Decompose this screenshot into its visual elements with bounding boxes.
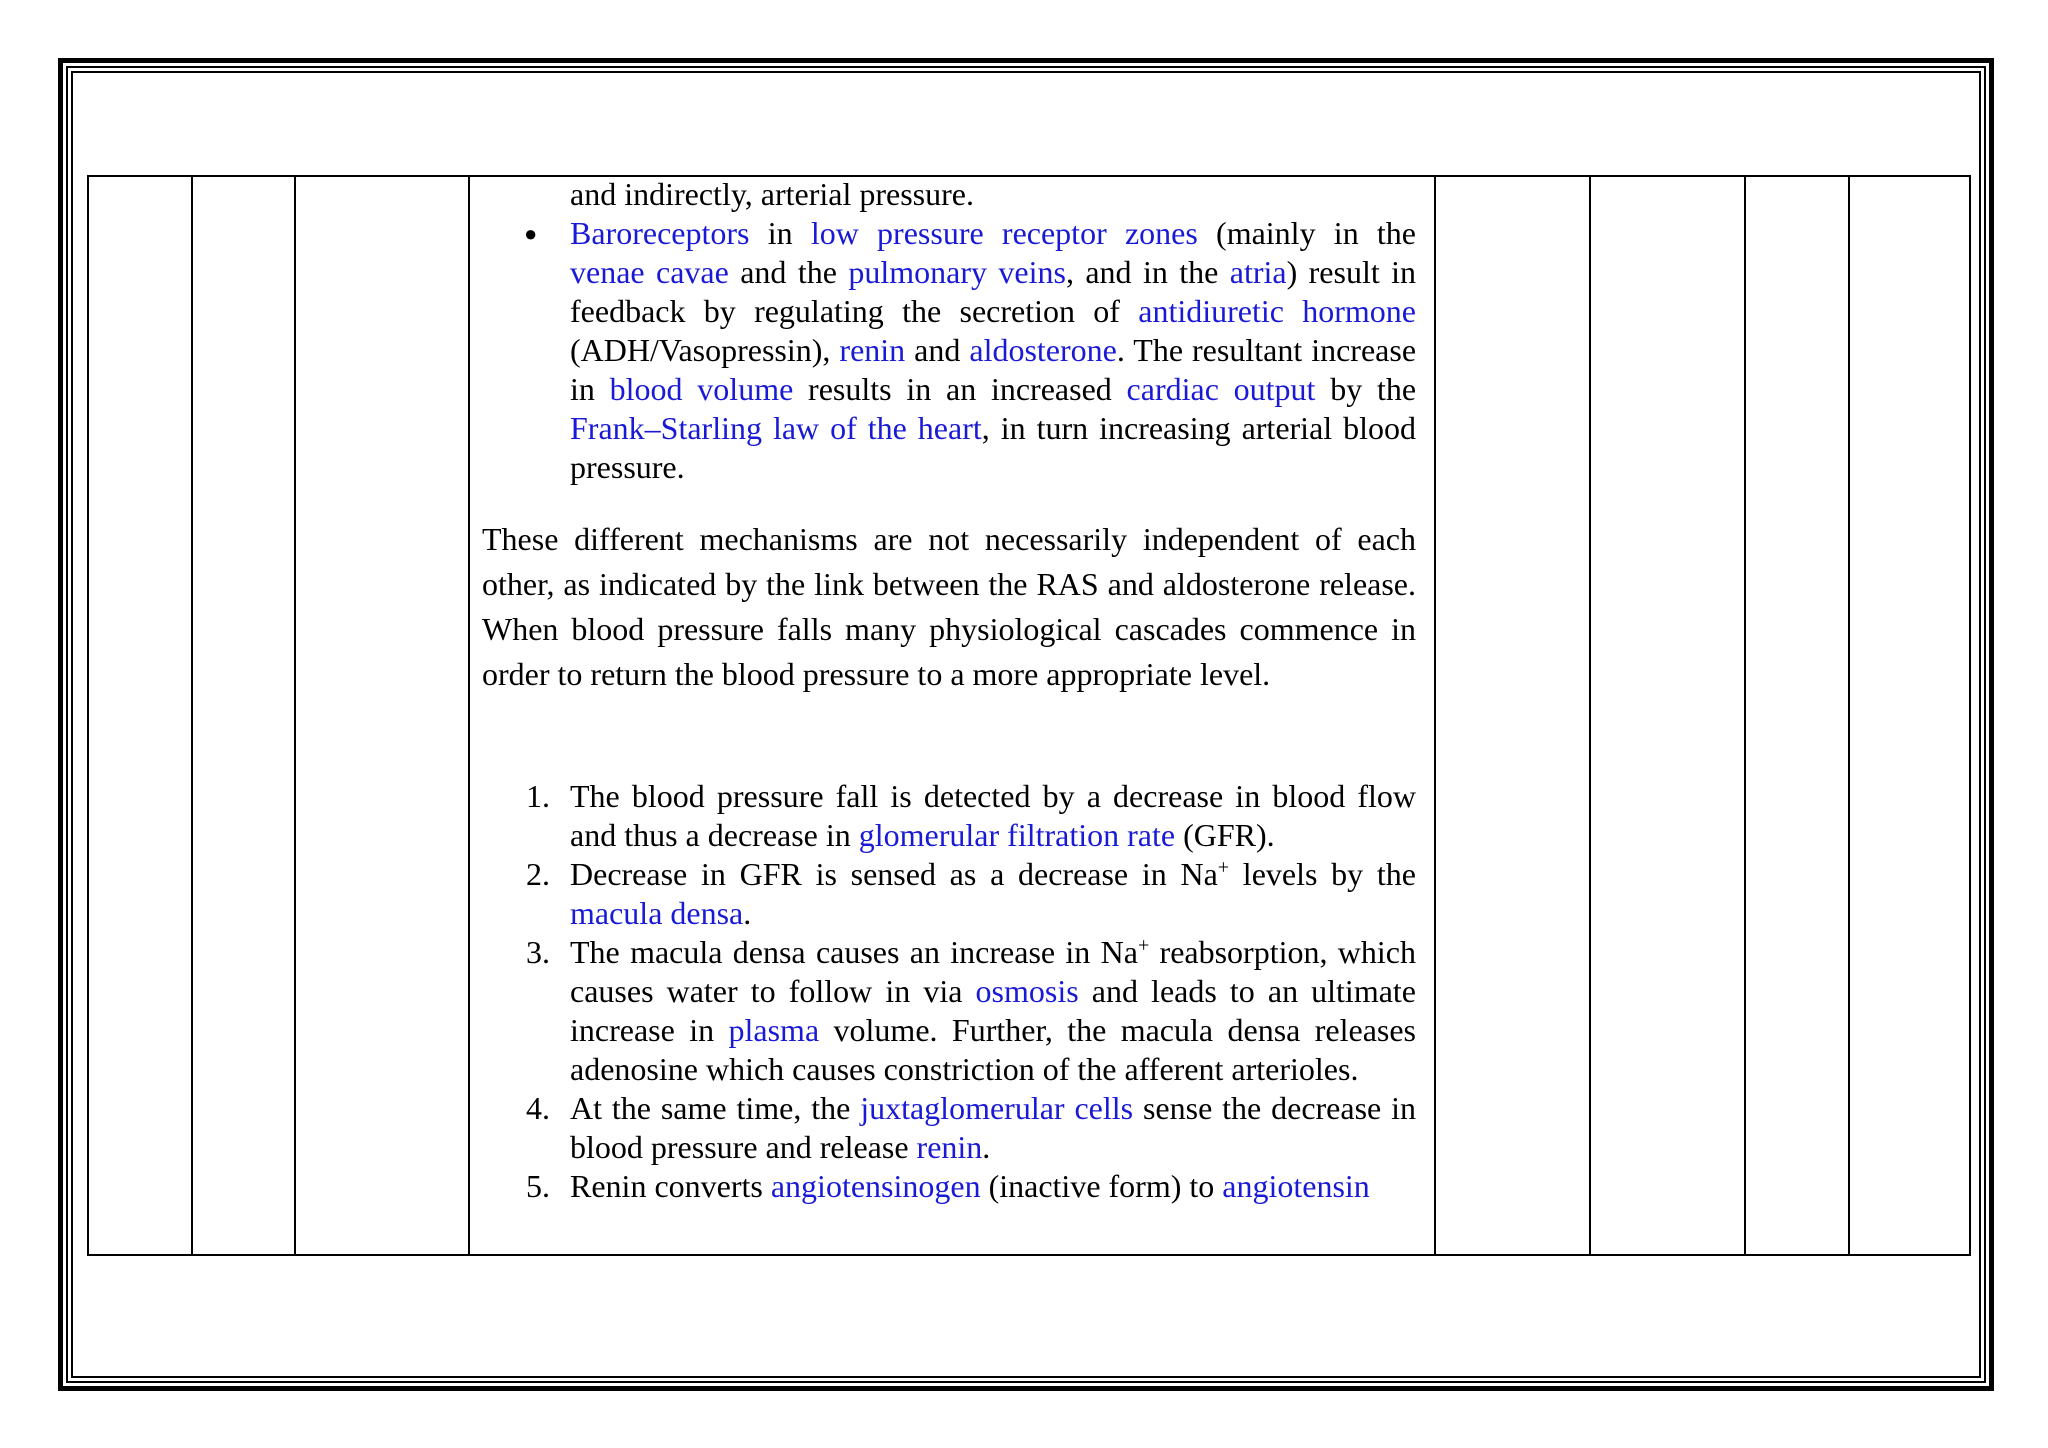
- text: sense the decrease in blood pressure and release: [570, 1090, 1416, 1165]
- link-frank-starling-law[interactable]: Frank–Starling law of the heart: [570, 410, 982, 446]
- list-number: 3.: [526, 934, 550, 970]
- list-item: [476, 855, 1422, 933]
- link-juxtaglomerular-cells[interactable]: juxtaglomerular cells: [860, 1090, 1134, 1126]
- text: levels by the: [1229, 856, 1417, 892]
- content-cell: [476, 175, 1422, 1256]
- link-pulmonary-veins[interactable]: pulmonary veins: [848, 254, 1066, 290]
- text: (mainly in the: [1197, 215, 1417, 251]
- link-antidiuretic-hormone[interactable]: antidiuretic hormone: [1138, 293, 1416, 329]
- table-column-divider: [294, 175, 296, 1256]
- link-renin[interactable]: renin: [916, 1129, 983, 1165]
- bullet-continuation: [570, 175, 1416, 214]
- table-column-divider: [1589, 175, 1591, 1256]
- bullet-item-baroreceptors: [570, 214, 1416, 487]
- text: .: [743, 895, 752, 931]
- text: results in an increased: [793, 371, 1127, 407]
- text: in: [749, 215, 811, 251]
- paragraph: [482, 517, 1416, 697]
- text: (ADH/Vasopressin),: [570, 332, 840, 368]
- link-plasma[interactable]: plasma: [728, 1012, 820, 1048]
- text: .: [982, 1129, 991, 1165]
- table-column-divider: [1848, 175, 1850, 1256]
- link-blood-volume[interactable]: blood volume: [609, 371, 794, 407]
- text: , in turn increasing arterial blood pressure.: [570, 410, 1417, 485]
- table-column-divider: [1744, 175, 1746, 1256]
- text: by the: [1315, 371, 1417, 407]
- table-column-divider: [191, 175, 193, 1256]
- text: and: [905, 332, 970, 368]
- list-number: 5.: [526, 1168, 550, 1204]
- link-macula-densa[interactable]: macula densa: [570, 895, 744, 931]
- link-renin[interactable]: renin: [839, 332, 906, 368]
- link-baroreceptors[interactable]: Baroreceptors: [570, 215, 750, 251]
- text: The blood pressure fall is detected by a decrease in blood flow and thus a decrease in: [570, 778, 1416, 853]
- superscript: +: [1137, 934, 1150, 957]
- link-aldosterone[interactable]: aldosterone: [969, 332, 1117, 368]
- bullet-icon: ●: [524, 221, 538, 246]
- text: Renin converts: [570, 1168, 771, 1204]
- list-number: 4.: [526, 1090, 550, 1126]
- table-column-divider: [468, 175, 470, 1256]
- text: and leads to an ultimate increase in: [570, 973, 1417, 1048]
- list-item: [476, 1167, 1422, 1206]
- superscript: +: [1217, 856, 1230, 879]
- text: (GFR).: [1175, 817, 1275, 853]
- link-osmosis[interactable]: osmosis: [975, 973, 1079, 1009]
- text: Decrease in GFR is sensed as a decrease in Na: [570, 856, 1218, 892]
- text: volume. Further, the macula densa releases adenosine which causes constriction of the afferent arterioles.: [570, 1012, 1417, 1087]
- text: The macula densa causes an increase in Na: [570, 934, 1138, 970]
- text: reabsorption, which causes water to follow in via: [570, 934, 1417, 1009]
- link-glomerular-filtration-rate[interactable]: glomerular filtration rate: [858, 817, 1176, 853]
- link-venae-cavae[interactable]: venae cavae: [570, 254, 729, 290]
- text: , and in the: [1065, 254, 1230, 290]
- text: . The resultant increase in: [570, 332, 1417, 407]
- link-cardiac-output[interactable]: cardiac output: [1126, 371, 1316, 407]
- bullet-continuation-text: and indirectly, arterial pressure.: [570, 176, 974, 212]
- list-item: [476, 933, 1422, 1089]
- text: (inactive form) to: [980, 1168, 1223, 1204]
- text: and the: [728, 254, 849, 290]
- link-angiotensin[interactable]: angiotensin: [1222, 1168, 1370, 1204]
- numbered-list: [476, 777, 1422, 1206]
- text: At the same time, the: [570, 1090, 861, 1126]
- paragraph-text: These different mechanisms are not necessarily independent of each other, as indicated by the link between the RAS and aldosterone release. When blood pressure falls many physiological cascades commence in order to return the blood pressure to a more appropriate level.: [482, 521, 1416, 692]
- list-item: [476, 1089, 1422, 1167]
- link-low-pressure-receptor-zones[interactable]: low pressure receptor zones: [810, 215, 1198, 251]
- table-column-divider: [1434, 175, 1436, 1256]
- text: ) result in feedback by regulating the secretion of: [570, 254, 1417, 329]
- link-angiotensinogen[interactable]: angiotensinogen: [770, 1168, 981, 1204]
- list-number: 2.: [526, 856, 550, 892]
- list-item: [476, 777, 1422, 855]
- list-number: 1.: [526, 778, 550, 814]
- link-atria[interactable]: atria: [1229, 254, 1287, 290]
